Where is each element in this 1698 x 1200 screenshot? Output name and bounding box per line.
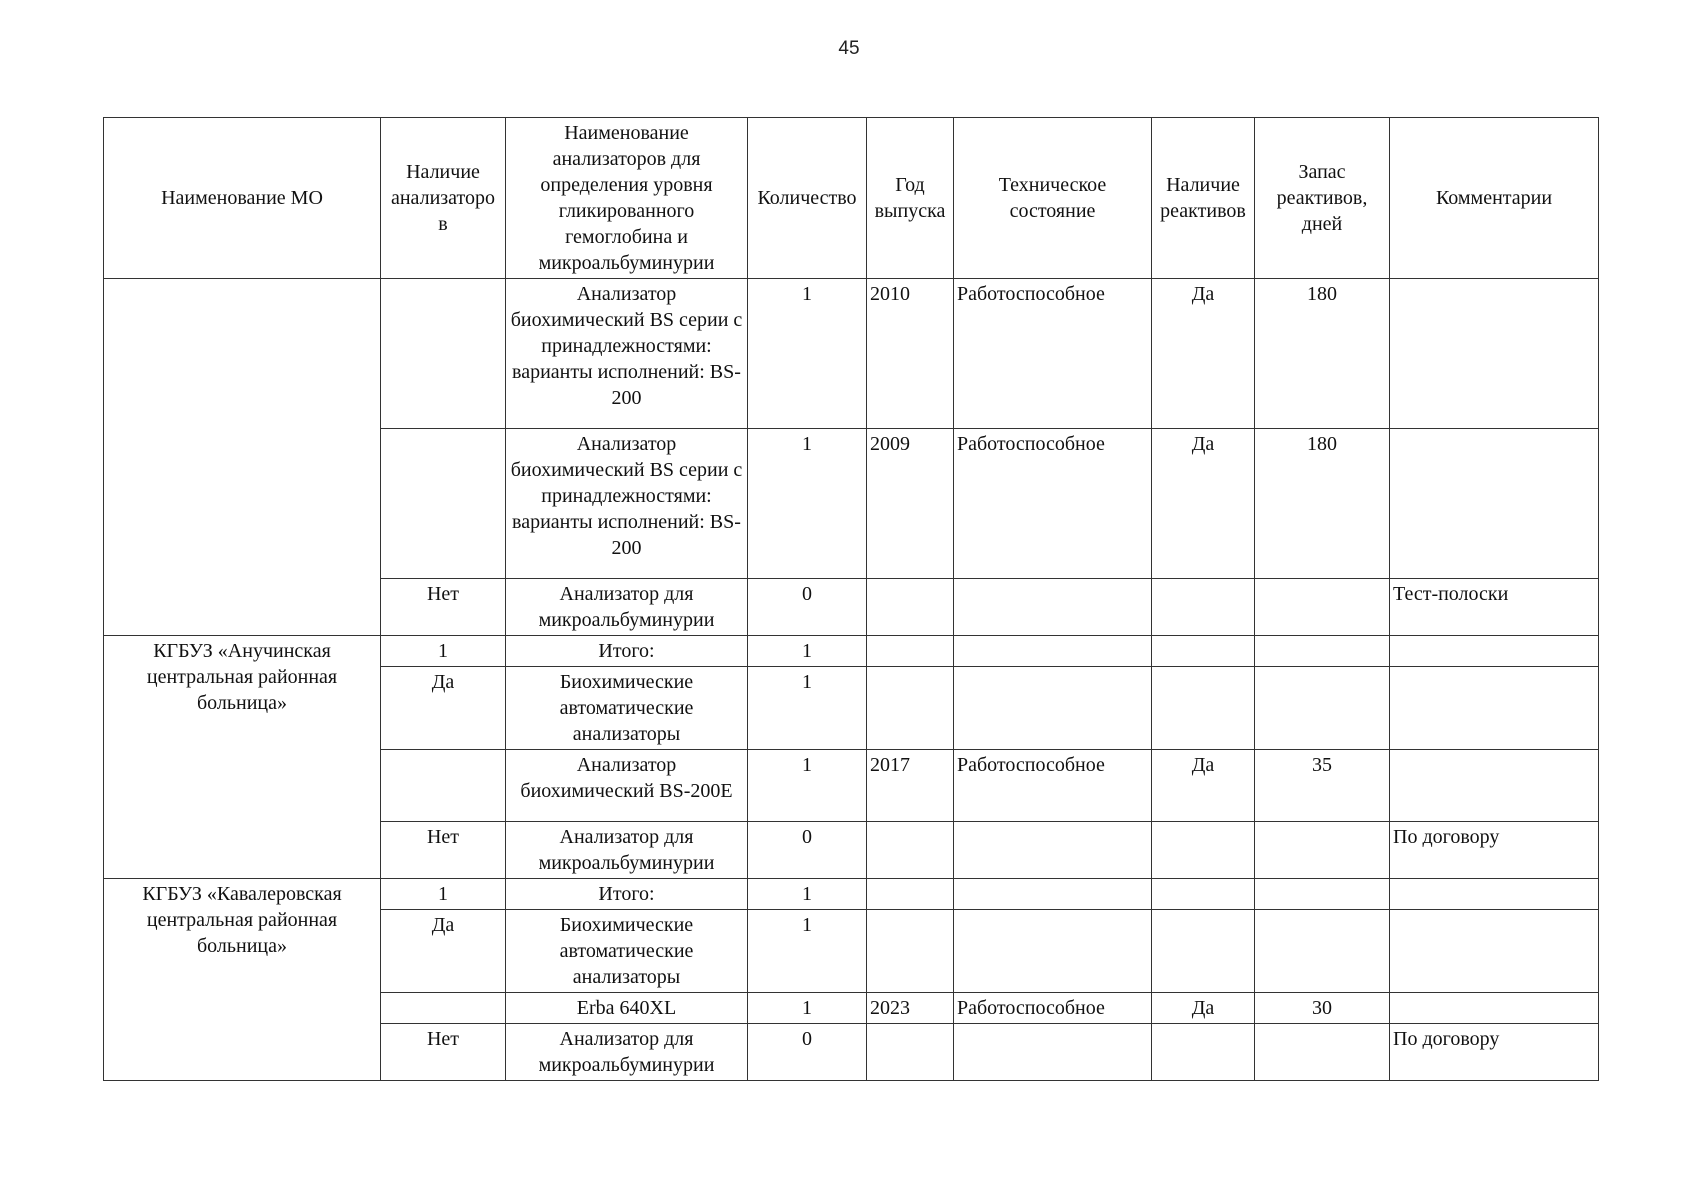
tech-state-cell: [954, 667, 1152, 750]
tech-state-cell: [954, 910, 1152, 993]
analyzer-name-cell: Анализатор для микроальбуминурии: [506, 1024, 748, 1081]
year-cell: [867, 667, 954, 750]
comment-cell: [1390, 750, 1599, 822]
mo-cell-empty: [104, 279, 381, 636]
year-cell: 2010: [867, 279, 954, 429]
header-tech-state: Техническое состояние: [954, 118, 1152, 279]
tech-state-cell: [954, 822, 1152, 879]
quantity-cell: 0: [748, 822, 867, 879]
tech-state-cell: [954, 579, 1152, 636]
comment-cell: [1390, 279, 1599, 429]
header-presence: Наличие анализаторо в: [381, 118, 506, 279]
year-cell: [867, 879, 954, 910]
reagents-cell: [1152, 822, 1255, 879]
quantity-cell: 1: [748, 279, 867, 429]
comment-cell: Тест-полоски: [1390, 579, 1599, 636]
reagents-cell: [1152, 667, 1255, 750]
tech-state-cell: Работоспособное: [954, 279, 1152, 429]
reagents-cell: [1152, 1024, 1255, 1081]
year-cell: 2009: [867, 429, 954, 579]
reserve-cell: 35: [1255, 750, 1390, 822]
year-cell: [867, 636, 954, 667]
presence-cell: Да: [381, 667, 506, 750]
reserve-cell: 30: [1255, 993, 1390, 1024]
mo-name-cell: КГБУЗ «Анучинская центральная районная больница»: [104, 636, 381, 879]
header-comments: Комментарии: [1390, 118, 1599, 279]
analyzers-table: [103, 117, 1599, 1081]
table-row: [104, 636, 1599, 667]
tech-state-cell: Работоспособное: [954, 429, 1152, 579]
comment-cell: [1390, 636, 1599, 667]
analyzer-name-cell: Биохимические автоматические анализаторы: [506, 667, 748, 750]
year-cell: [867, 579, 954, 636]
presence-cell: [381, 750, 506, 822]
reagents-cell: Да: [1152, 279, 1255, 429]
reagents-cell: [1152, 879, 1255, 910]
header-quantity: Количество: [748, 118, 867, 279]
comment-cell: [1390, 879, 1599, 910]
header-mo: Наименование МО: [104, 118, 381, 279]
analyzer-name-cell: Анализатор биохимический BS-200E: [506, 750, 748, 822]
header-reserve: Запас реактивов, дней: [1255, 118, 1390, 279]
quantity-cell: 1: [748, 993, 867, 1024]
year-cell: 2017: [867, 750, 954, 822]
quantity-cell: 1: [748, 667, 867, 750]
presence-cell: Нет: [381, 822, 506, 879]
reserve-cell: [1255, 636, 1390, 667]
analyzer-name-cell: Анализатор для микроальбуминурии: [506, 579, 748, 636]
comment-cell: [1390, 429, 1599, 579]
comment-cell: [1390, 993, 1599, 1024]
presence-cell: Нет: [381, 1024, 506, 1081]
quantity-cell: 0: [748, 1024, 867, 1081]
year-cell: [867, 822, 954, 879]
reagents-cell: [1152, 636, 1255, 667]
reagents-cell: Да: [1152, 993, 1255, 1024]
reserve-cell: 180: [1255, 429, 1390, 579]
presence-cell: 1: [381, 636, 506, 667]
comment-cell: [1390, 910, 1599, 993]
presence-cell: 1: [381, 879, 506, 910]
reserve-cell: [1255, 1024, 1390, 1081]
comment-cell: По договору: [1390, 1024, 1599, 1081]
table-row: [104, 279, 1599, 429]
reserve-cell: [1255, 910, 1390, 993]
presence-cell: Нет: [381, 579, 506, 636]
header-reagents: Наличие реактивов: [1152, 118, 1255, 279]
year-cell: 2023: [867, 993, 954, 1024]
reserve-cell: 180: [1255, 279, 1390, 429]
tech-state-cell: Работоспособное: [954, 993, 1152, 1024]
quantity-cell: 0: [748, 579, 867, 636]
reserve-cell: [1255, 879, 1390, 910]
year-cell: [867, 1024, 954, 1081]
table-header-row: [104, 118, 1599, 279]
comment-cell: По договору: [1390, 822, 1599, 879]
year-cell: [867, 910, 954, 993]
quantity-cell: 1: [748, 879, 867, 910]
mo-name-cell: КГБУЗ «Кавалеровская центральная районная больница»: [104, 879, 381, 1081]
page-number: 45: [838, 38, 860, 59]
reserve-cell: [1255, 579, 1390, 636]
reserve-cell: [1255, 822, 1390, 879]
analyzer-name-cell: Анализатор для микроальбуминурии: [506, 822, 748, 879]
table-row: [104, 879, 1599, 910]
tech-state-cell: [954, 879, 1152, 910]
quantity-cell: 1: [748, 910, 867, 993]
analyzer-name-cell: Erba 640XL: [506, 993, 748, 1024]
analyzer-name-cell: Биохимические автоматические анализаторы: [506, 910, 748, 993]
comment-cell: [1390, 667, 1599, 750]
presence-cell: [381, 279, 506, 429]
reagents-cell: [1152, 910, 1255, 993]
presence-cell: [381, 993, 506, 1024]
quantity-cell: 1: [748, 750, 867, 822]
reagents-cell: [1152, 579, 1255, 636]
analyzer-name-cell: Итого:: [506, 636, 748, 667]
reagents-cell: Да: [1152, 429, 1255, 579]
quantity-cell: 1: [748, 636, 867, 667]
reagents-cell: Да: [1152, 750, 1255, 822]
analyzer-name-cell: Анализатор биохимический BS серии с принадлежностями: варианты исполнений: BS-200: [506, 279, 748, 429]
tech-state-cell: [954, 636, 1152, 667]
analyzer-name-cell: Анализатор биохимический BS серии с принадлежностями: варианты исполнений: BS-200: [506, 429, 748, 579]
tech-state-cell: Работоспособное: [954, 750, 1152, 822]
presence-cell: [381, 429, 506, 579]
presence-cell: Да: [381, 910, 506, 993]
header-analyzer-name: Наименование анализаторов для определения уровня гликированного гемоглобина и микроальбуминурии: [506, 118, 748, 279]
tech-state-cell: [954, 1024, 1152, 1081]
quantity-cell: 1: [748, 429, 867, 579]
reserve-cell: [1255, 667, 1390, 750]
analyzer-name-cell: Итого:: [506, 879, 748, 910]
header-year: Год выпуска: [867, 118, 954, 279]
